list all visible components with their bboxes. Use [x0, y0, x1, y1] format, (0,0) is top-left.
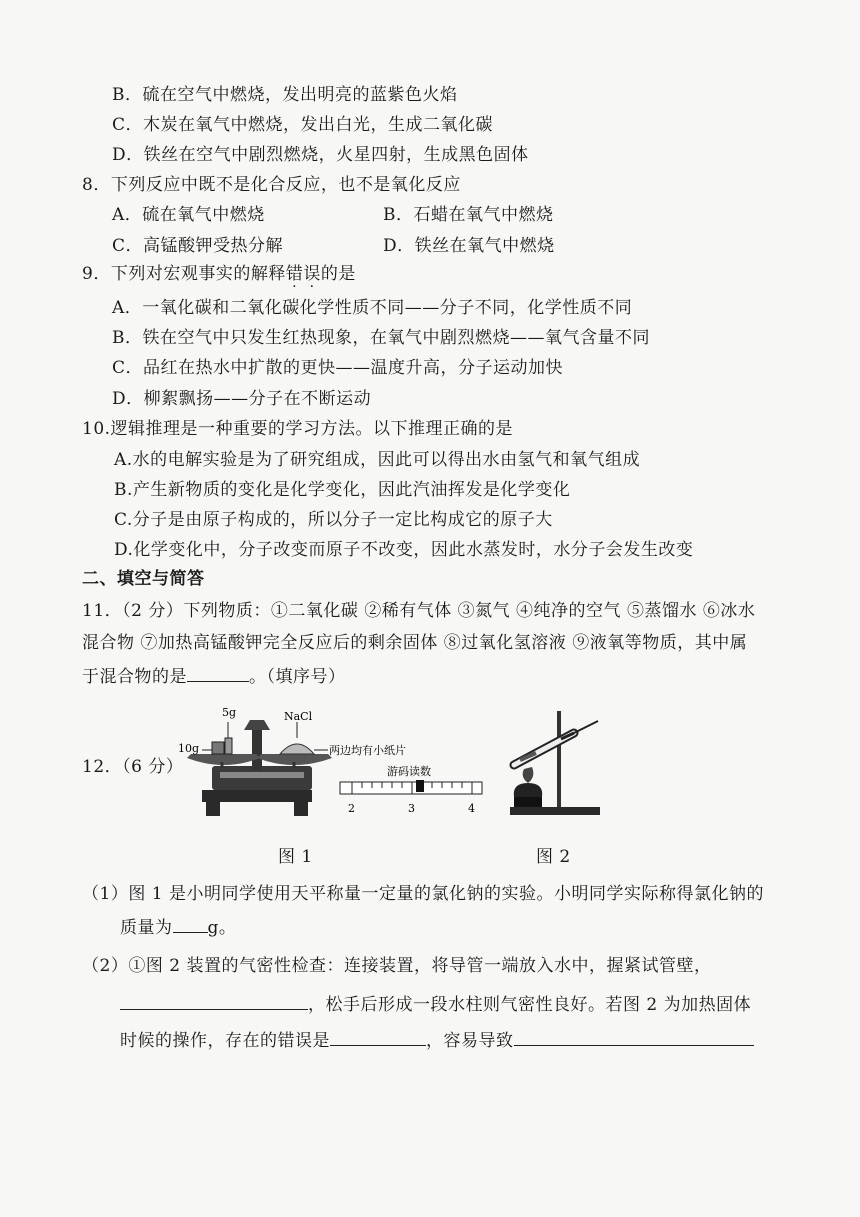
q11-line-2: 混合物 ⑦加热高锰酸钾完全反应后的剩余固体 ⑧过氧化氢溶液 ⑨液氧等物质，其中属	[82, 633, 748, 653]
q8-option-d: D．铁丝在氧气中燃烧	[383, 236, 555, 256]
q8-option-a: A．硫在氧气中燃烧	[112, 205, 265, 225]
rider-slider	[416, 780, 424, 792]
q11-line-1: 11．（2 分）下列物质：①二氧化碳 ②稀有气体 ③氮气 ④纯净的空气 ⑤蒸馏水 ⑥冰水	[82, 601, 756, 621]
q10-option-a: A.水的电解实验是为了研究组成，因此可以得出水由氢气和氧气组成	[114, 450, 641, 470]
q10-option-c: C.分子是由原子构成的，所以分子一定比构成它的原子大	[114, 510, 553, 530]
figure-2-heating-apparatus	[500, 705, 610, 820]
q12-part1-post: g。	[207, 918, 237, 938]
q12-part2-line-2-text: ，松手后形成一段水柱则气密性良好。若图 2 为加热固体	[308, 995, 752, 1015]
q9-emphasis-1: 错	[285, 264, 304, 284]
weight-5g-label: 5g	[222, 706, 237, 719]
delivery-tube	[574, 721, 598, 733]
figure-1-balance	[172, 700, 492, 825]
tick-label-4: 4	[468, 802, 475, 815]
q10-option-b: B.产生新物质的变化是化学变化，因此汽油挥发是化学变化	[114, 480, 571, 500]
q12-label: 12．（6 分）	[82, 757, 184, 777]
stand-base	[510, 807, 600, 815]
q12-consequence-blank[interactable]	[514, 1029, 754, 1046]
q7-option-b: B．硫在空气中燃烧，发出明亮的蓝紫色火焰	[112, 85, 458, 105]
nacl-label: NaCl	[284, 710, 313, 723]
balance-pillar	[252, 730, 262, 770]
q9-option-d: D．柳絮飘扬——分子在不断运动	[112, 389, 372, 409]
figure-2-caption: 图 2	[536, 847, 571, 867]
q11-line-3-post: 。（填序号）	[249, 667, 346, 687]
q12-part1-line-2	[120, 916, 236, 939]
q12-part1-pre: 质量为	[120, 918, 173, 938]
q12-part2-line-3-mid: ，容易导致	[426, 1031, 514, 1051]
q12-part2-line-3	[120, 1029, 754, 1052]
stand-rod	[557, 711, 561, 807]
q9-stem-pre: 9．下列对宏观事实的解释	[82, 264, 286, 284]
section-heading: 二、填空与简答	[82, 569, 205, 589]
tick-label-3: 3	[408, 802, 415, 815]
q9-stem	[82, 263, 356, 285]
q9-option-b: B．铁在空气中只发生红热现象，在氧气中剧烈燃烧——氧气含量不同	[112, 328, 650, 348]
q12-part1-line-1: （1）图 1 是小明同学使用天平称量一定量的氯化钠的实验。小明同学实际称得氯化钠的	[82, 884, 764, 904]
nacl-heap	[280, 744, 314, 754]
q7-option-c: C．木炭在氧气中燃烧，发出白光，生成二氧化碳	[112, 115, 494, 135]
q11-line-3	[82, 665, 346, 688]
q12-part2-line-2	[120, 993, 751, 1016]
weight-10g-label: 10g	[178, 742, 200, 755]
q12-airtight-blank[interactable]	[120, 993, 308, 1010]
q12-error-blank[interactable]	[330, 1029, 426, 1046]
flame	[523, 767, 534, 783]
q9-emphasis-2: 误	[303, 264, 321, 284]
q9-option-c: C．品红在热水中扩散的更快——温度升高，分子运动加快	[112, 358, 564, 378]
balance-base	[202, 790, 312, 802]
q11-line-3-pre: 于混合物的是	[82, 667, 187, 687]
paper-note: 两边均有小纸片	[329, 744, 406, 757]
q10-stem: 10.逻辑推理是一种重要的学习方法。以下推理正确的是	[82, 419, 514, 439]
q9-option-a: A．一氧化碳和二氧化碳化学性质不同——分子不同，化学性质不同	[112, 298, 633, 318]
weight-5g	[225, 738, 232, 754]
q10-option-d: D.化学变化中，分子改变而原子不改变，因此水蒸发时，水分子会发生改变	[114, 540, 694, 560]
q12-part2-line-3-pre: 时候的操作，存在的错误是	[120, 1031, 330, 1051]
q12-mass-blank[interactable]	[173, 916, 208, 933]
figure-1-caption: 图 1	[278, 847, 313, 867]
tick-label-2: 2	[348, 802, 355, 815]
rider-label: 游码读数	[387, 765, 431, 778]
q12-part2-line-1: （2）①图 2 装置的气密性检查：连接装置，将导管一端放入水中，握紧试管壁，	[82, 956, 712, 976]
q8-option-b: B．石蜡在氧气中燃烧	[383, 205, 554, 225]
q8-option-c: C．高锰酸钾受热分解	[112, 236, 284, 256]
rider-ruler	[340, 782, 482, 794]
alcohol-lamp	[514, 783, 542, 797]
q7-option-d: D．铁丝在空气中剧烈燃烧，火星四射，生成黑色固体	[112, 145, 529, 165]
q8-stem: 8．下列反应中既不是化合反应，也不是氧化反应	[82, 175, 461, 195]
weight-10g	[212, 742, 224, 754]
q9-stem-post: 的是	[320, 264, 356, 284]
q11-answer-blank[interactable]	[187, 665, 249, 682]
